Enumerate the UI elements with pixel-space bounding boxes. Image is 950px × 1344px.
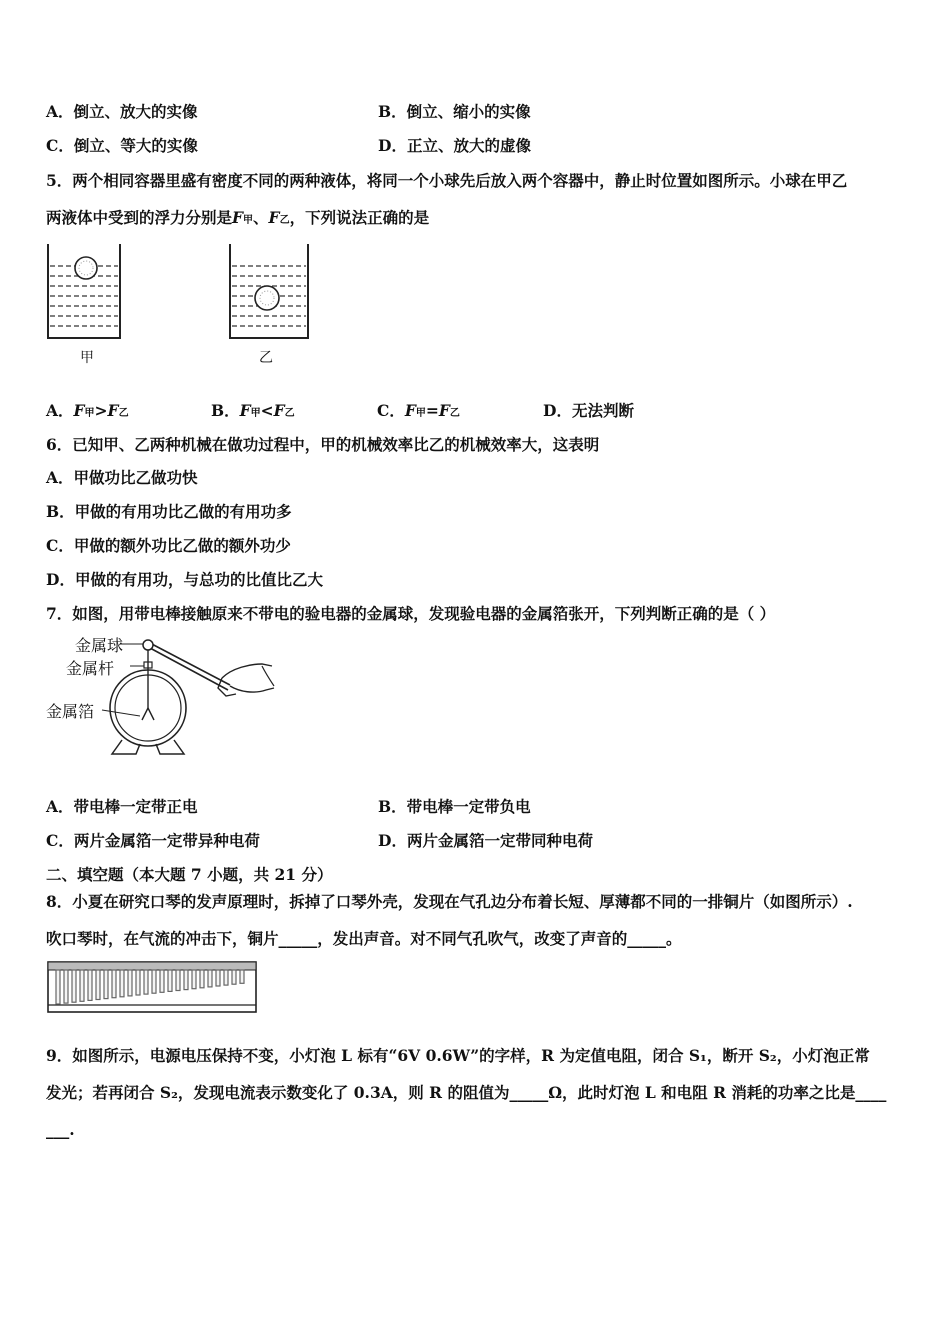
operator: > — [94, 401, 108, 420]
q9-line1: 9．如图所示，电源电压保持不变，小灯泡 L 标有“6V 0.6W”的字样，R 为定值电阻，闭合 S₁，断开 S₂，小灯泡正常 — [46, 1046, 870, 1065]
container-yi — [230, 244, 308, 338]
copper-reed — [136, 970, 140, 995]
q5-option-a — [46, 401, 129, 424]
sub-yi: 乙 — [449, 408, 460, 419]
copper-reed — [128, 970, 132, 996]
ball-yi — [255, 286, 279, 310]
q4-option-a: A．倒立、放大的实像 — [46, 102, 198, 121]
q5-stem-line1: 5．两个相同容器里盛有密度不同的两种液体，将同一个小球先后放入两个容器中，静止时位置如图所示。小球在甲乙 — [46, 171, 848, 190]
q4-option-d: D．正立、放大的虚像 — [378, 136, 531, 155]
copper-reed — [200, 970, 204, 988]
copper-reed — [168, 970, 172, 991]
metal-ball — [143, 640, 153, 650]
fig-label-jia: 甲 — [80, 350, 94, 366]
copper-reed — [216, 970, 220, 986]
stand — [112, 740, 184, 754]
q6-option-c: C．甲做的额外功比乙做的额外功少 — [46, 536, 291, 555]
q7-option-c: C．两片金属箔一定带异种电荷 — [46, 831, 260, 850]
copper-reed — [120, 970, 124, 997]
q5-option-d: D．无法判断 — [543, 401, 634, 420]
q9-line3: ___. — [46, 1120, 75, 1139]
copper-reed — [80, 970, 84, 1001]
container-jia — [48, 244, 120, 338]
copper-reed — [144, 970, 148, 994]
q7-stem: 7．如图，用带电棒接触原来不带电的验电器的金属球，发现验电器的金属箔张开，下列判断正确的是（ ） — [46, 604, 776, 623]
f-symbol: F — [232, 208, 244, 227]
sub-jia: 甲 — [243, 215, 254, 226]
q6-option-a: A．甲做功比乙做功快 — [46, 468, 198, 487]
f-symbol: F — [273, 401, 285, 420]
q4-option-b: B．倒立、缩小的实像 — [378, 102, 531, 121]
copper-reed — [104, 970, 108, 999]
sub-yi: 乙 — [279, 215, 290, 226]
q6-option-b: B．甲做的有用功比乙做的有用功多 — [46, 502, 292, 521]
q7-option-d: D．两片金属箔一定带同种电荷 — [378, 831, 593, 850]
q9-line2: 发光；若再闭合 S₂，发现电流表示数变化了 0.3A，则 R 的阻值为_____Ω，此时灯泡 L 和电阻 R 消耗的功率之比是____ — [46, 1083, 887, 1102]
sub-yi: 乙 — [118, 408, 129, 419]
f-symbol: F — [107, 401, 119, 420]
q6-option-d: D．甲做的有用功，与总功的比值比乙大 — [46, 570, 323, 589]
q7-option-b: B．带电棒一定带负电 — [378, 797, 531, 816]
q4-option-c: C．倒立、等大的实像 — [46, 136, 198, 155]
copper-reed — [160, 970, 164, 992]
q7-option-a: A．带电棒一定带正电 — [46, 797, 198, 816]
label-metal-rod: 金属杆 — [66, 659, 115, 678]
copper-reed — [88, 970, 92, 1000]
ball-jia — [75, 257, 97, 279]
harmonica-reeds-figure — [46, 958, 260, 1016]
option-prefix: B． — [211, 401, 240, 420]
copper-reed — [152, 970, 156, 993]
sub-jia: 甲 — [250, 408, 261, 419]
q5-option-b — [211, 401, 295, 424]
label-metal-ball: 金属球 — [75, 636, 124, 655]
sub-jia: 甲 — [415, 408, 426, 419]
q6-stem: 6．已知甲、乙两种机械在做功过程中，甲的机械效率比乙的机械效率大，这表明 — [46, 435, 600, 454]
operator: < — [260, 401, 274, 420]
metal-leaves — [142, 708, 154, 720]
copper-reed — [224, 970, 228, 985]
copper-reed — [184, 970, 188, 990]
sub-jia: 甲 — [84, 408, 95, 419]
q8-line1: 8．小夏在研究口琴的发声原理时，拆掉了口琴外壳，发现在气孔边分布着长短、厚薄都不同的一排铜片（如图所示）. — [46, 892, 853, 911]
operator: = — [425, 401, 439, 420]
q5-stem-suffix: ，下列说法正确的是 — [289, 208, 430, 227]
copper-reed — [72, 970, 76, 1002]
f-symbol: F — [404, 401, 416, 420]
hand — [218, 664, 274, 696]
copper-reed — [192, 970, 196, 989]
copper-reed — [240, 970, 244, 983]
option-prefix: C． — [377, 401, 405, 420]
f-symbol: F — [268, 208, 280, 227]
q5-stem-line2 — [46, 208, 429, 231]
copper-reed — [64, 970, 68, 1003]
copper-reed — [176, 970, 180, 991]
fig-label-yi: 乙 — [259, 350, 273, 366]
f-symbol: F — [438, 401, 450, 420]
q8-line2: 吹口琴时，在气流的冲击下，铜片_____，发出声音。对不同气孔吹气，改变了声音的_____。 — [46, 929, 682, 948]
option-prefix: A． — [46, 401, 74, 420]
f-symbol: F — [73, 401, 85, 420]
separator: 、 — [253, 208, 269, 227]
copper-reed — [208, 970, 212, 987]
label-metal-leaves: 金属箔 — [46, 702, 95, 721]
copper-reed — [232, 970, 236, 984]
q5-stem-text: 两液体中受到的浮力分别是 — [46, 208, 233, 227]
f-symbol: F — [239, 401, 251, 420]
sub-yi: 乙 — [284, 408, 295, 419]
copper-reed — [56, 970, 60, 1004]
copper-reed — [112, 970, 116, 998]
q5-option-c — [377, 401, 460, 424]
charged-rod — [148, 642, 230, 685]
section-heading: 二、填空题（本大题 7 小题，共 21 分） — [46, 865, 333, 884]
copper-reed — [96, 970, 100, 1000]
